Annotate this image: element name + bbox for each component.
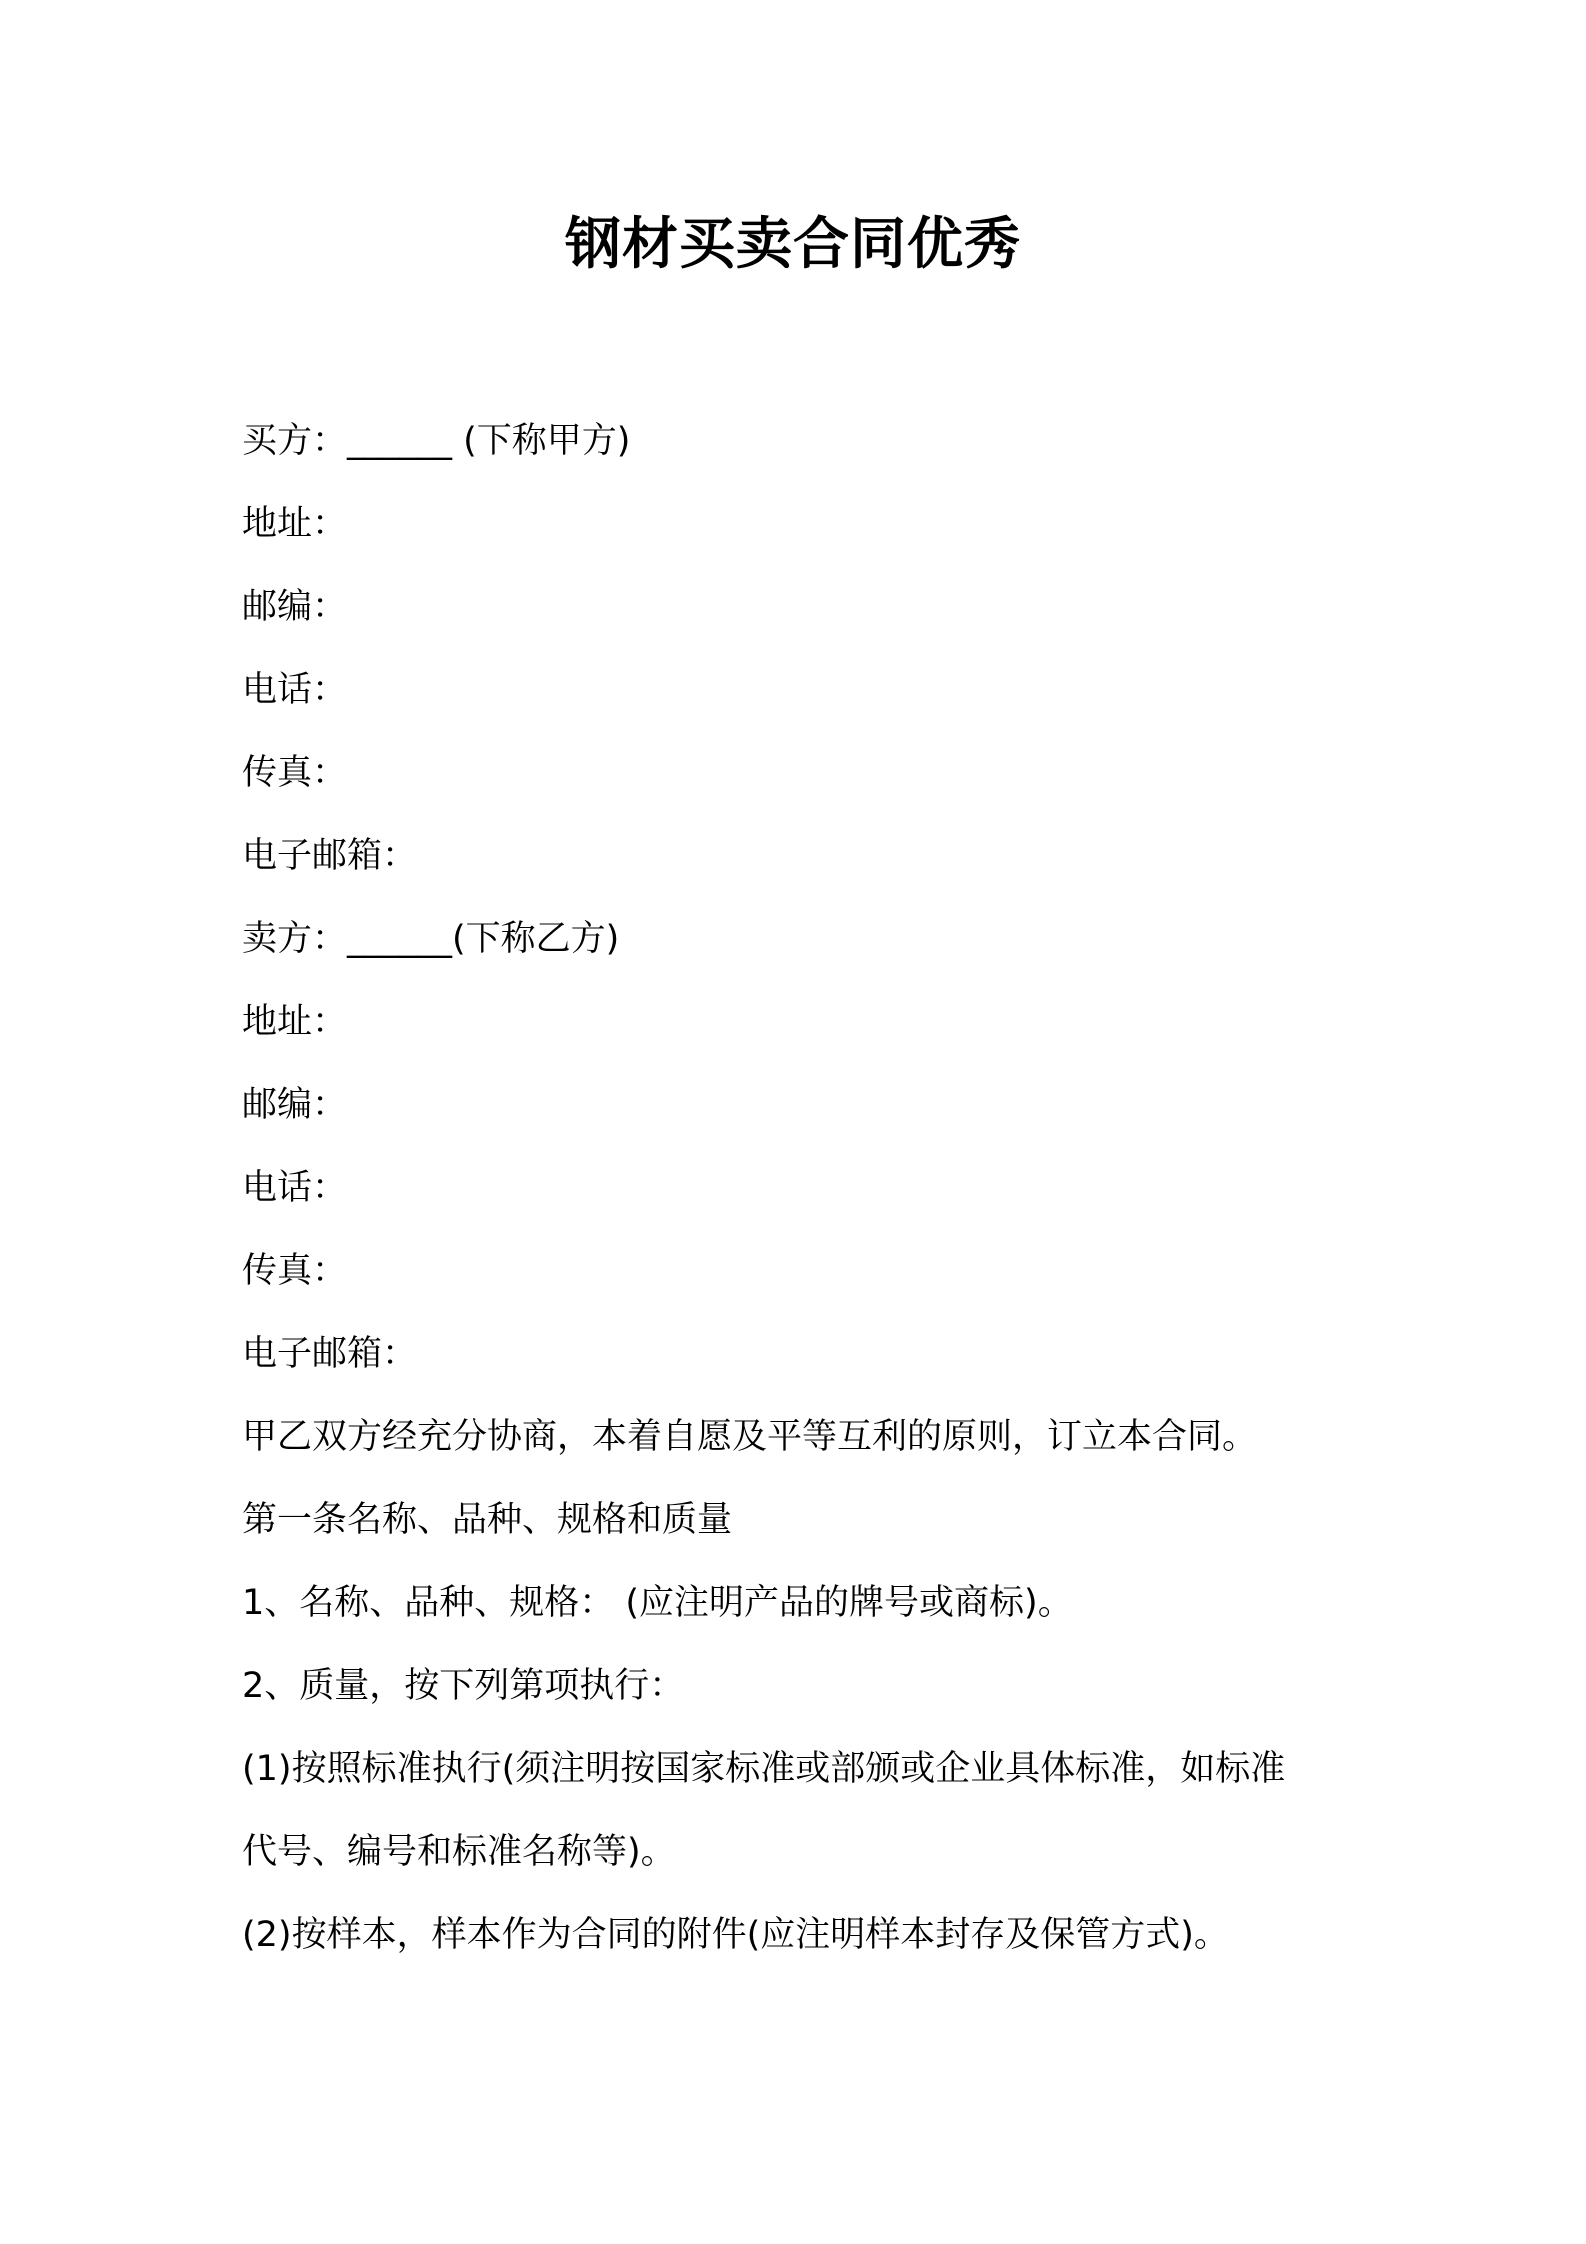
seller-phone-line: 电话： [242,1168,348,1208]
agreement-intro-paragraph: 甲乙双方经充分协商，本着自愿及平等互利的原则，订立本合同。 [242,1417,1258,1457]
seller-postcode-line: 邮编： [242,1085,348,1125]
buyer-address-line: 地址： [242,504,348,544]
buyer-phone-line: 电话： [242,670,348,710]
buyer-postcode-line: 邮编： [242,587,348,627]
seller-address-line: 地址： [242,1002,348,1042]
clause-2-item-1-line-2: 代号、编号和标准名称等)。 [242,1832,676,1872]
seller-email-line: 电子邮箱： [242,1334,418,1374]
seller-fax-line: 传真： [242,1251,348,1291]
clause-2-item-1-line-1: (1)按照标准执行(须注明按国家标准或部颁或企业具体标准，如标准 [242,1749,1286,1789]
clause-1-name-spec: 1、名称、品种、规格： (应注明产品的牌号或商标)。 [242,1583,1073,1623]
document-body [242,400,1372,1977]
clause-2-item-2: (2)按样本，样本作为合同的附件(应注明样本封存及保管方式)。 [242,1915,1229,1955]
buyer-line: 买方：______ (下称甲方) [242,421,631,461]
document-title: 钢材买卖合同优秀 [565,212,1021,277]
article-one-heading: 第一条名称、品种、规格和质量 [242,1500,733,1540]
seller-line: 卖方：______(下称乙方) [242,919,620,959]
clause-2-quality: 2、质量，按下列第项执行： [242,1666,685,1706]
buyer-email-line: 电子邮箱： [242,836,418,876]
buyer-fax-line: 传真： [242,753,348,793]
